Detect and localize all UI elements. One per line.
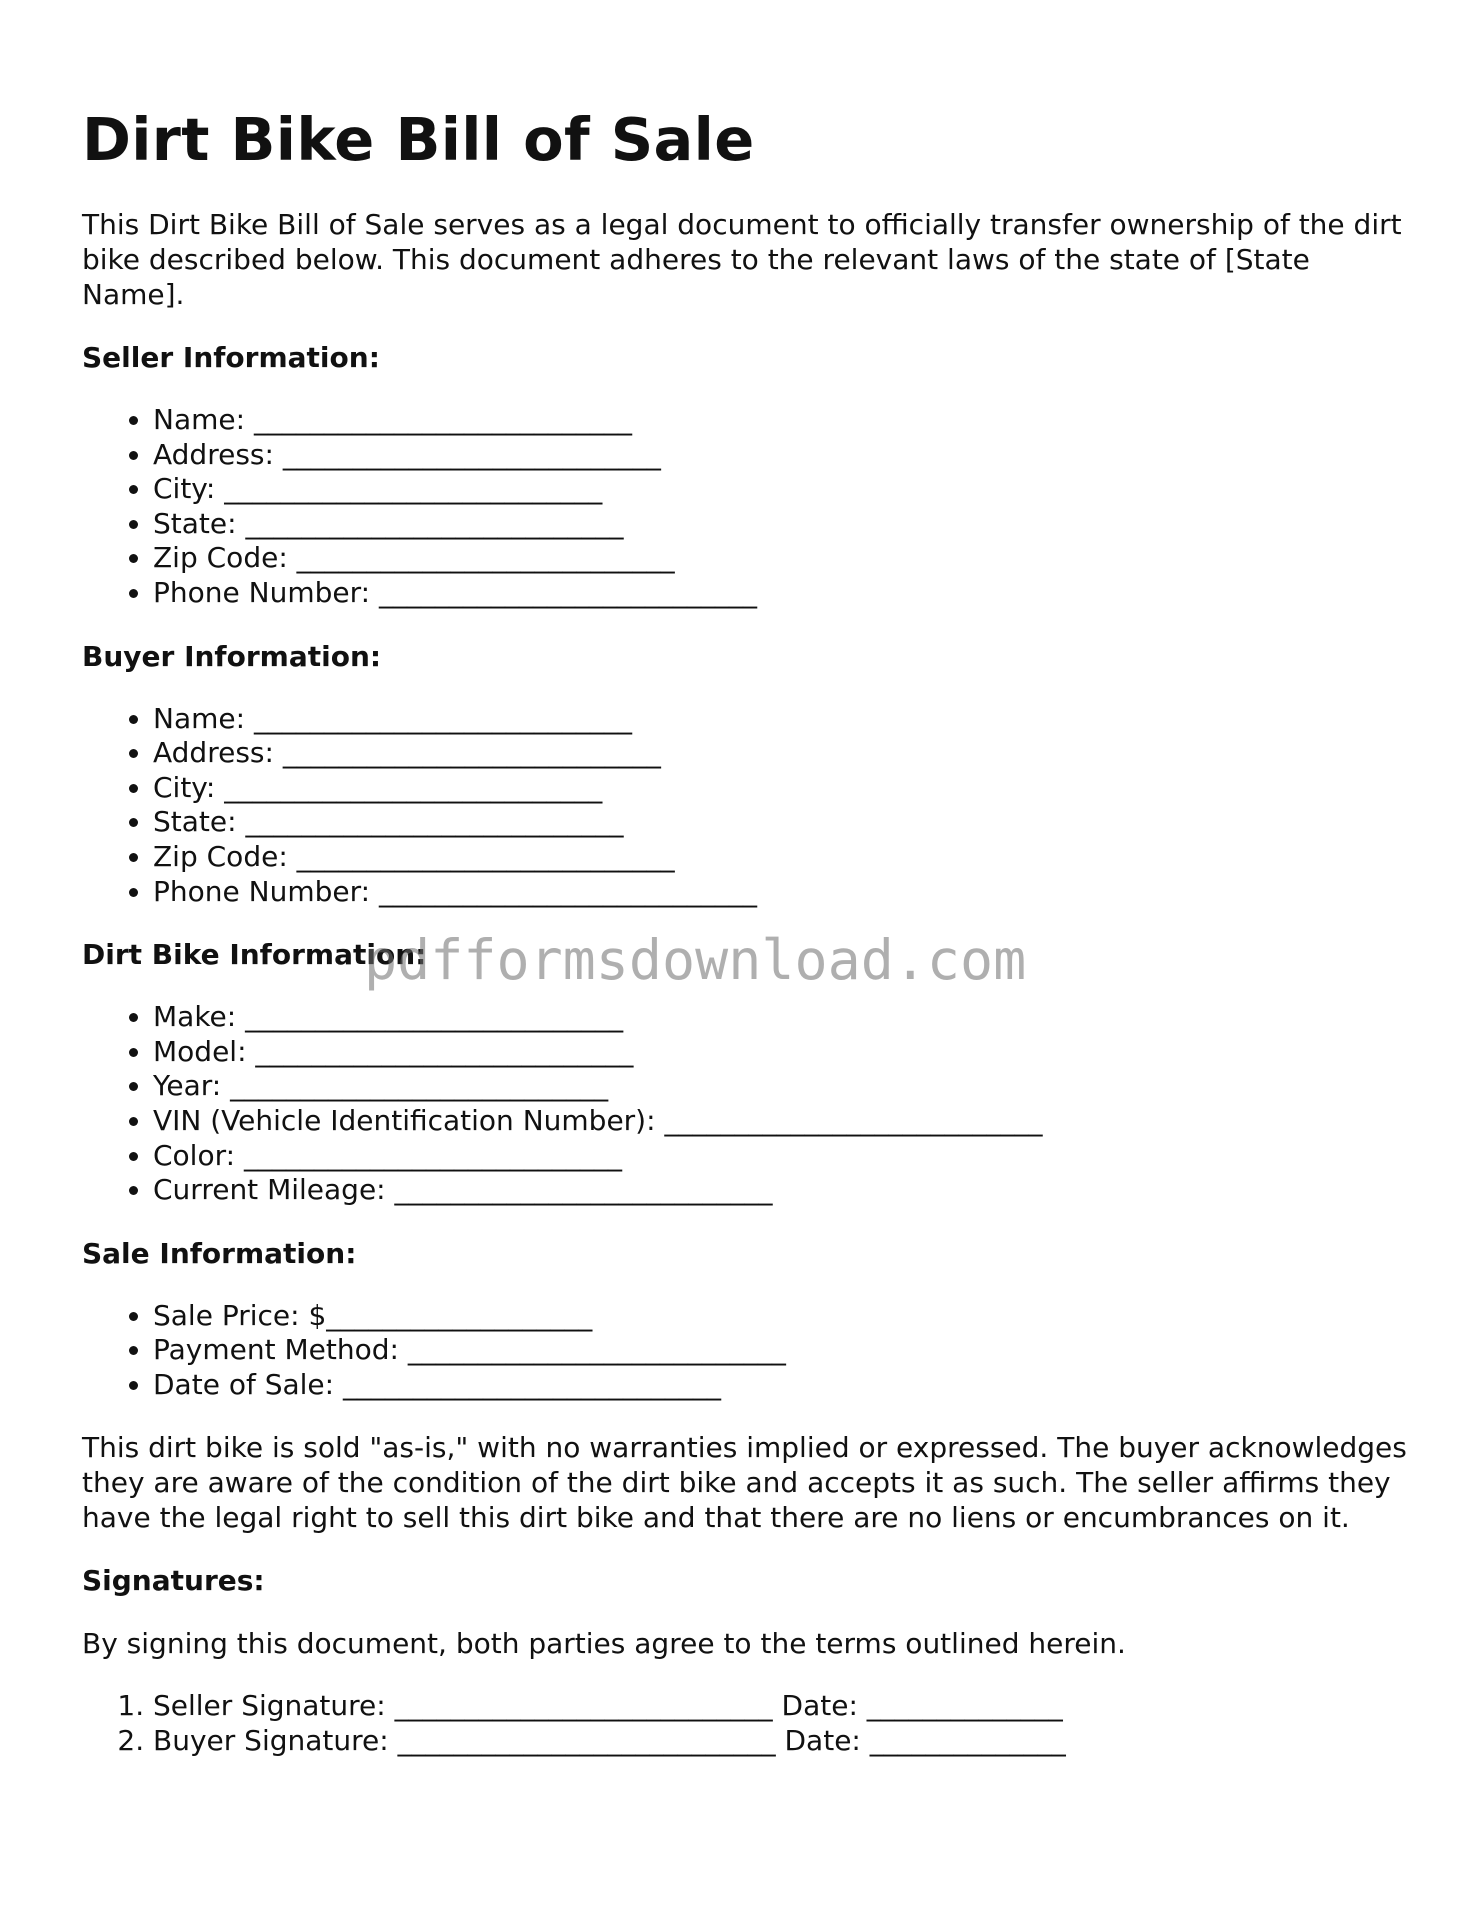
buyer-name-field: • Name: ___________________________ <box>153 702 1412 737</box>
buyer-signature-line: 2. Buyer Signature: ___________________________ Date: ______________ <box>153 1724 1412 1759</box>
seller-phone-field: • Phone Number: ___________________________ <box>153 576 1412 611</box>
document-page <box>82 100 1412 1759</box>
seller-address-field: • Address: ___________________________ <box>153 438 1412 473</box>
bike-heading: Dirt Bike Information: <box>82 938 427 972</box>
buyer-fields <box>82 702 1412 910</box>
signature-lines <box>82 1689 1412 1758</box>
document-title: Dirt Bike Bill of Sale <box>82 105 755 174</box>
bike-color-field: • Color: ___________________________ <box>153 1139 1412 1174</box>
buyer-city-field: • City: ___________________________ <box>153 771 1412 806</box>
buyer-phone-field: • Phone Number: ___________________________ <box>153 875 1412 910</box>
seller-zip-field: • Zip Code: ___________________________ <box>153 541 1412 576</box>
signatures-statement: By signing this document, both parties agree to the terms outlined herein. <box>82 1627 1126 1661</box>
seller-city-field: • City: ___________________________ <box>153 472 1412 507</box>
buyer-address-field: • Address: ___________________________ <box>153 736 1412 771</box>
sale-price-field: • Sale Price: $___________________ <box>153 1299 1412 1334</box>
bike-year-field: • Year: ___________________________ <box>153 1069 1412 1104</box>
bike-make-field: • Make: ___________________________ <box>153 1000 1412 1035</box>
seller-signature-line: 1. Seller Signature: ___________________________ Date: ______________ <box>153 1689 1412 1724</box>
sale-date-field: • Date of Sale: ___________________________ <box>153 1368 1412 1403</box>
seller-heading: Seller Information: <box>82 341 380 374</box>
bike-fields <box>82 1000 1412 1208</box>
seller-fields <box>82 403 1412 611</box>
buyer-zip-field: • Zip Code: ___________________________ <box>153 840 1412 875</box>
bike-mileage-field: • Current Mileage: ___________________________ <box>153 1173 1412 1208</box>
bike-model-field: • Model: ___________________________ <box>153 1035 1412 1070</box>
signatures-heading: Signatures: <box>82 1564 265 1598</box>
sale-heading: Sale Information: <box>82 1236 357 1270</box>
buyer-heading: Buyer Information: <box>82 639 382 673</box>
sale-payment-method-field: • Payment Method: ___________________________ <box>153 1333 1412 1368</box>
seller-name-field: • Name: ___________________________ <box>153 403 1412 438</box>
intro-paragraph: This Dirt Bike Bill of Sale serves as a legal document to officially transfer ownership of the dirt bike described below. This document adheres to the relevant laws of the state of [State Name]. <box>82 208 1402 311</box>
buyer-state-field: • State: ___________________________ <box>153 805 1412 840</box>
as-is-paragraph: This dirt bike is sold "as-is," with no warranties implied or expressed. The buyer acknowledges they are aware of the condition of the dirt bike and accepts it as such. The seller affirms they have the legal right to sell this dirt bike and that there are no liens or encumbrances on it. <box>82 1431 1407 1535</box>
seller-state-field: • State: ___________________________ <box>153 507 1412 542</box>
sale-fields <box>82 1299 1412 1403</box>
bike-vin-field: • VIN (Vehicle Identification Number): ___________________________ <box>153 1104 1412 1139</box>
watermark: pdfformsdownload.com <box>364 928 1027 992</box>
